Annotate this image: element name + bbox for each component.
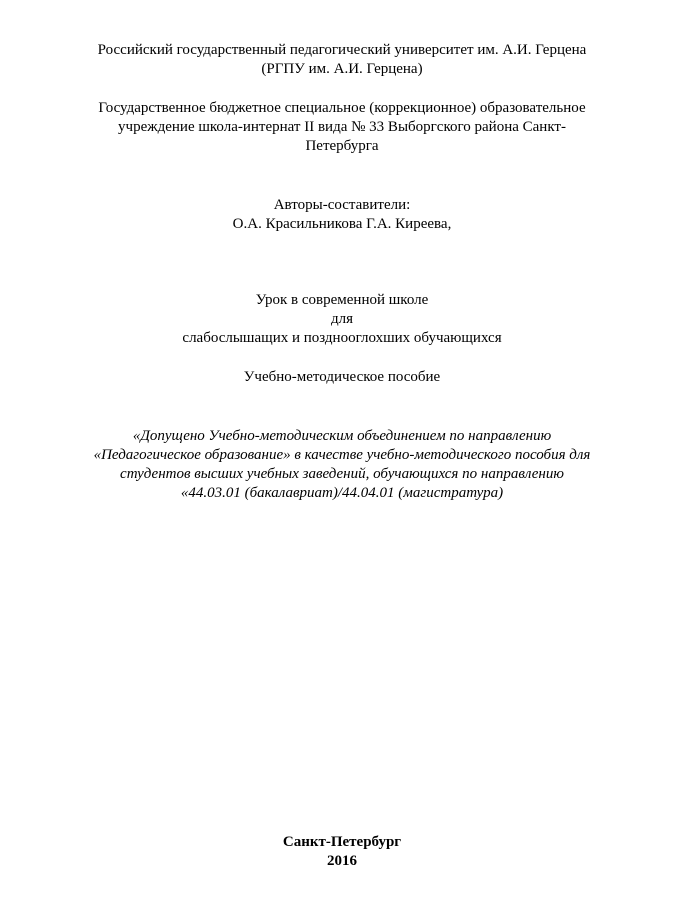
authors-heading: Авторы-составители: [273,197,411,213]
approval-line-2: «Педагогическое образование» в качестве учебно-методического пособия для [93,447,591,463]
approval-line-3: студентов высших учебных заведений, обучающихся по направлению [120,466,564,482]
title-line-2: для [330,311,354,327]
document-subtitle [0,368,684,387]
authors-names: О.А. Красильникова Г.А. Киреева, [232,216,452,232]
approval-line-4: «44.03.01 (бакалавриат)/44.04.01 (магистратура) [180,485,504,501]
school-line-2: учреждение школа-интернат II вида № 33 Выборгского района Санкт- [118,119,566,135]
school-header [0,99,684,156]
university-abbreviation: (РГПУ им. А.И. Герцена) [261,61,423,77]
university-header [0,41,684,79]
authors-section [0,196,684,234]
school-line-1: Государственное бюджетное специальное (коррекционное) образовательное [98,100,586,116]
approval-line-1: «Допущено Учебно-методическим объединением по направлению [132,428,552,444]
school-line-3: Петербурга [305,138,379,154]
university-name: Российский государственный педагогический университет им. А.И. Герцена [97,42,587,58]
footer-year: 2016 [327,853,357,869]
document-footer [0,833,684,871]
title-line-1: Урок в современной школе [255,292,429,308]
title-line-3: слабослышащих и позднооглохших обучающихся [182,330,502,346]
approval-statement [0,427,684,503]
subtitle-text: Учебно-методическое пособие [243,369,441,385]
document-title [0,291,684,348]
footer-city: Санкт-Петербург [282,834,402,850]
